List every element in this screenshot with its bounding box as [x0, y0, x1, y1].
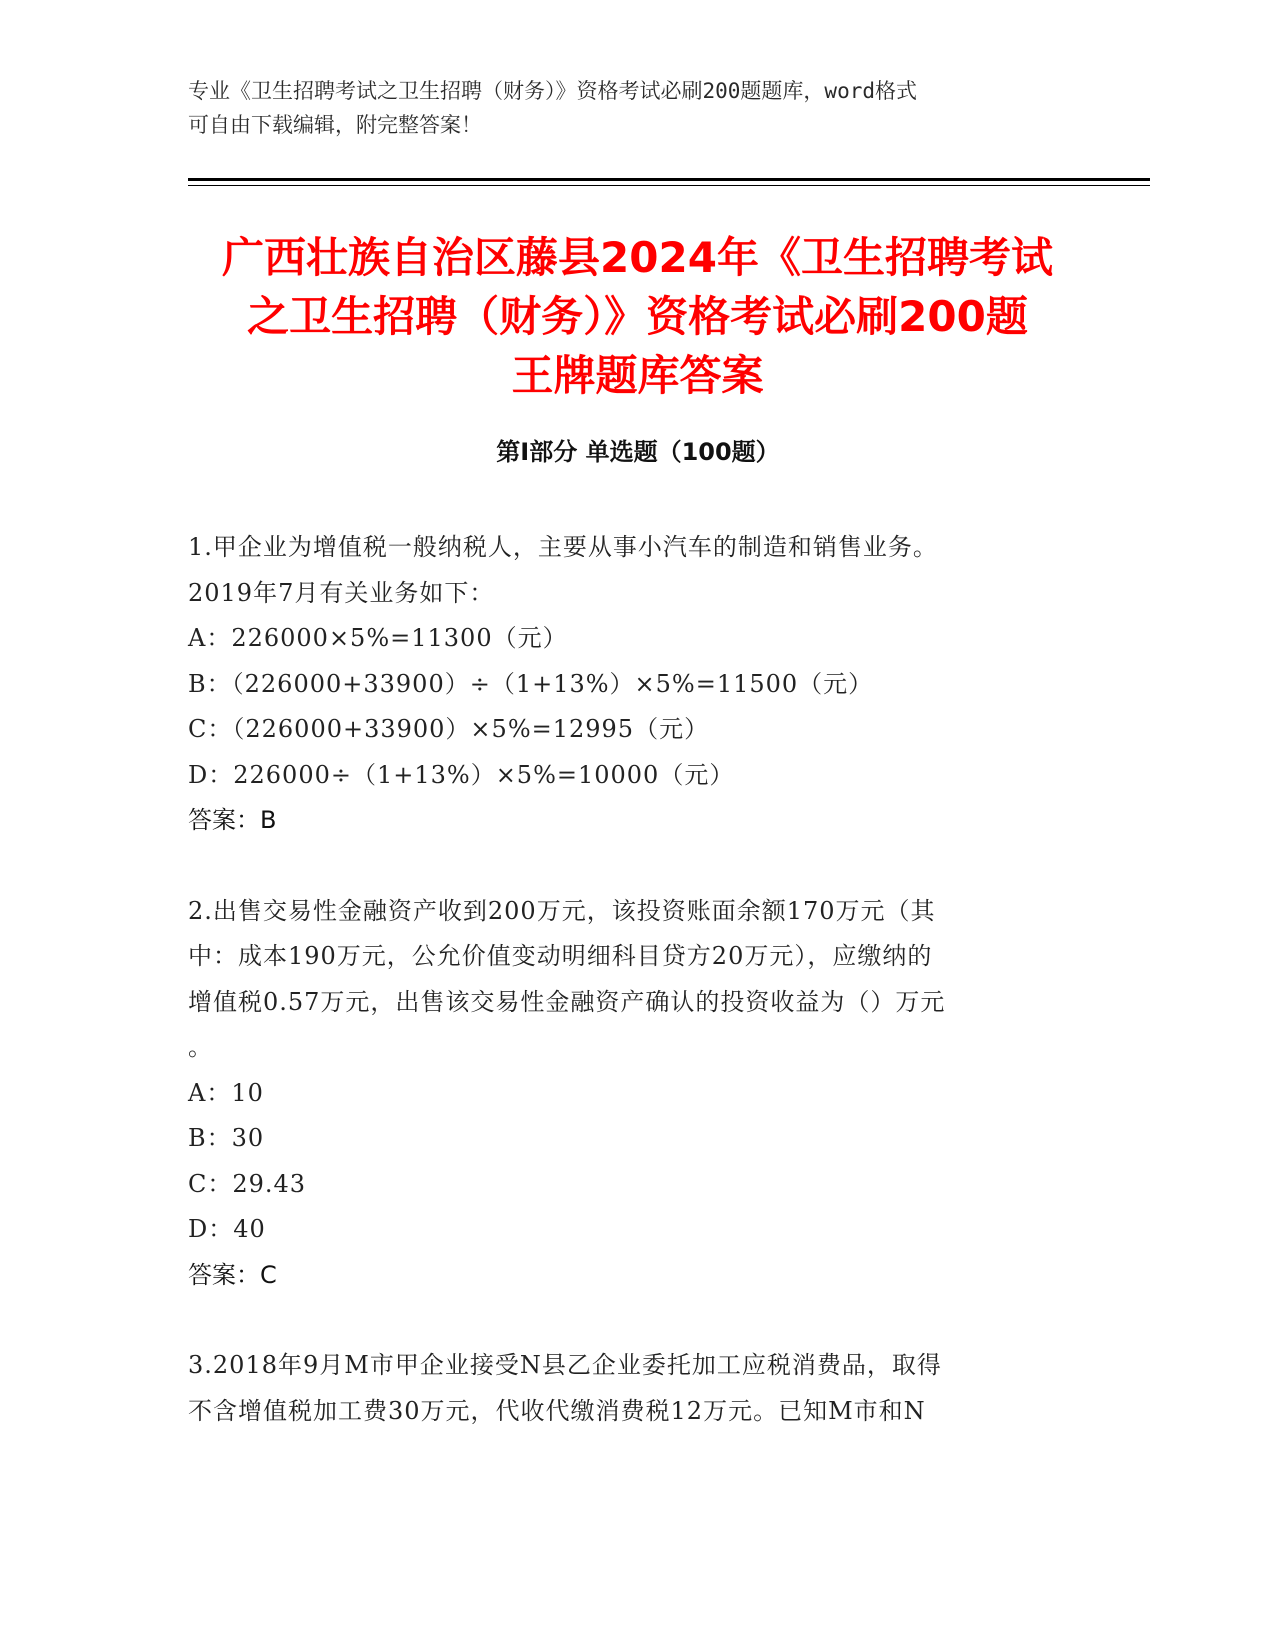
question-stem-line: 不含增值税加工费30万元，代收代缴消费税12万元。已知M市和N [188, 1396, 926, 1425]
option-a: A：10 [188, 1078, 264, 1107]
option-d: D：40 [188, 1215, 266, 1243]
document-title [170, 228, 1105, 405]
question-3 [188, 1343, 1088, 1434]
question-stem-line: 3.2018年9月M市甲企业接受N县乙企业委托加工应税消费品，取得 [188, 1351, 942, 1379]
question-stem-line: 增值税0.57万元，出售该交易性金融资产确认的投资收益为（）万元 [188, 987, 946, 1016]
answer-line: 答案：B [188, 806, 277, 834]
option-b: B：30 [188, 1124, 265, 1152]
question-stem-line: 2019年7月有关业务如下： [188, 578, 495, 607]
question-spacer [188, 844, 1088, 889]
option-c: C：（226000+33900）×5%=12995（元） [188, 715, 710, 743]
question-1 [188, 525, 1088, 844]
option-b: B：（226000+33900）÷（1+13%）×5%=11500（元） [188, 669, 874, 698]
question-list [188, 525, 1088, 1434]
header-note [188, 74, 1088, 142]
question-spacer [188, 1298, 1088, 1343]
question-stem-line: 中：成本190万元，公允价值变动明细科目贷方20万元），应缴纳的 [188, 942, 933, 970]
header-rule-thick [188, 178, 1150, 181]
header-rule-thin [188, 185, 1150, 186]
question-stem-line: 1.甲企业为增值税一般纳税人，主要从事小汽车的制造和销售业务。 [188, 533, 938, 561]
question-stem-line: 。 [188, 1033, 213, 1061]
title-line-1: 广西壮族自治区藤县2024年《卫生招聘考试 [222, 233, 1053, 282]
header-note-line-2: 可自由下载编辑，附完整答案！ [188, 113, 482, 137]
title-line-2: 之卫生招聘（财务）》资格考试必刷200题 [247, 292, 1028, 341]
answer-line: 答案：C [188, 1260, 277, 1289]
question-stem-line: 2.出售交易性金融资产收到200万元，该投资账面余额170万元（其 [188, 896, 936, 925]
question-2 [188, 889, 1088, 1299]
option-c: C：29.43 [188, 1169, 307, 1198]
title-line-3: 王牌题库答案 [511, 351, 764, 400]
option-d: D：226000÷（1+13%）×5%=10000（元） [188, 760, 735, 789]
option-a: A：226000×5%=11300（元） [188, 624, 568, 652]
section-heading: 第Ⅰ部分 单选题（100题） [496, 438, 780, 466]
header-note-line-1: 专业《卫生招聘考试之卫生招聘（财务）》资格考试必刷200题题库，word格式 [188, 79, 917, 103]
